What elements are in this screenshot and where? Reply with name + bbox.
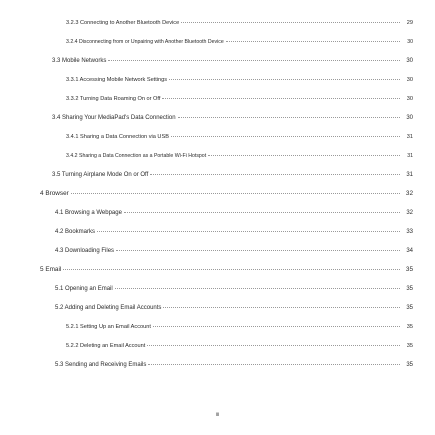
toc-entry-page: 31 bbox=[406, 134, 413, 140]
toc-entry-title: 5 Email bbox=[40, 266, 62, 273]
toc-entry-page: 35 bbox=[406, 305, 413, 311]
toc-leader-dots bbox=[181, 21, 400, 23]
toc-entry[interactable] bbox=[66, 126, 413, 140]
toc-entry-page: 32 bbox=[406, 210, 413, 216]
toc-entry[interactable] bbox=[66, 31, 413, 45]
toc-entry[interactable] bbox=[55, 240, 413, 254]
toc-leader-dots bbox=[108, 59, 400, 61]
toc-leader-dots bbox=[147, 344, 400, 346]
toc-entry-title: 3.2.3 Connecting to Another Bluetooth Device bbox=[66, 20, 180, 26]
toc-entry[interactable] bbox=[66, 316, 413, 330]
toc-entry-title: 3.4.2 Sharing a Data Connection as a Portable Wi-Fi Hotspot bbox=[66, 153, 207, 159]
toc-entry-page: 30 bbox=[406, 115, 413, 121]
toc-entry-title: 4 Browser bbox=[40, 190, 69, 197]
toc-entry-page: 32 bbox=[405, 190, 413, 197]
toc-leader-dots bbox=[162, 97, 400, 99]
toc-entry[interactable] bbox=[66, 12, 413, 26]
toc-entry[interactable] bbox=[52, 50, 413, 64]
toc-entry-title: 3.3.2 Turning Data Roaming On or Off bbox=[66, 96, 161, 102]
toc-leader-dots bbox=[116, 249, 400, 251]
toc-entry-title: 3.5 Turning Airplane Mode On or Off bbox=[52, 172, 149, 178]
toc-leader-dots bbox=[71, 192, 400, 194]
toc-leader-dots bbox=[150, 173, 400, 175]
toc-leader-dots bbox=[97, 230, 400, 232]
toc-entry-page: 31 bbox=[407, 153, 413, 159]
toc-leader-dots bbox=[63, 268, 400, 270]
page-number-footer: iii bbox=[215, 412, 220, 418]
toc-entry-page: 31 bbox=[406, 172, 413, 178]
toc-entry[interactable] bbox=[40, 183, 413, 197]
toc-entry-page: 35 bbox=[406, 286, 413, 292]
toc-entry[interactable] bbox=[40, 259, 413, 273]
toc-entry[interactable] bbox=[55, 202, 413, 216]
toc-entry-title: 4.1 Browsing a Webpage bbox=[55, 210, 122, 216]
toc-entry-title: 5.3 Sending and Receiving Emails bbox=[55, 362, 147, 368]
toc-leader-dots bbox=[226, 40, 400, 42]
toc-leader-dots bbox=[163, 306, 400, 308]
toc-entry-page: 35 bbox=[406, 362, 413, 368]
toc-entry-title: 3.4 Sharing Your MediaPad's Data Connection bbox=[52, 115, 176, 121]
toc-entry-title: 4.2 Bookmarks bbox=[55, 229, 96, 235]
toc-leader-dots bbox=[208, 154, 400, 156]
toc-entry-title: 4.3 Downloading Files bbox=[55, 248, 115, 254]
toc-entry-title: 5.2.2 Deleting an Email Account bbox=[66, 343, 146, 349]
toc-entry[interactable] bbox=[55, 354, 413, 368]
toc-entry-page: 33 bbox=[406, 229, 413, 235]
toc-entry[interactable] bbox=[55, 221, 413, 235]
toc-entry[interactable] bbox=[52, 164, 413, 178]
toc-entry-page: 35 bbox=[405, 266, 413, 273]
toc-entry-page: 35 bbox=[406, 343, 413, 349]
toc-entry-title: 3.3.1 Accessing Mobile Network Settings bbox=[66, 77, 168, 83]
toc-entry-page: 30 bbox=[406, 58, 413, 64]
toc-entry[interactable] bbox=[55, 278, 413, 292]
toc-entry[interactable] bbox=[66, 69, 413, 83]
toc-leader-dots bbox=[148, 363, 400, 365]
toc-entry-title: 5.2.1 Setting Up an Email Account bbox=[66, 324, 151, 330]
toc-entry[interactable] bbox=[52, 107, 413, 121]
toc-leader-dots bbox=[171, 135, 400, 137]
toc-leader-dots bbox=[178, 116, 400, 118]
toc-entry-page: 30 bbox=[406, 77, 413, 83]
toc-leader-dots bbox=[115, 287, 400, 289]
toc-entry[interactable] bbox=[66, 145, 413, 159]
toc-entry-title: 3.3 Mobile Networks bbox=[52, 58, 107, 64]
toc-entry-page: 29 bbox=[406, 20, 413, 26]
toc-entry[interactable] bbox=[66, 335, 413, 349]
toc-entry[interactable] bbox=[55, 297, 413, 311]
toc-entry-title: 3.2.4 Disconnecting from or Unpairing with Another Bluetooth Device bbox=[66, 39, 224, 45]
toc-entry-page: 30 bbox=[407, 39, 413, 45]
toc-leader-dots bbox=[169, 78, 400, 80]
toc-leader-dots bbox=[153, 325, 400, 327]
toc-leader-dots bbox=[124, 211, 400, 213]
toc-entry-title: 5.2 Adding and Deleting Email Accounts bbox=[55, 305, 162, 311]
toc-entry-title: 3.4.1 Sharing a Data Connection via USB bbox=[66, 134, 169, 140]
toc-entry-page: 34 bbox=[406, 248, 413, 254]
toc-entry-page: 30 bbox=[406, 96, 413, 102]
toc-entry-title: 5.1 Opening an Email bbox=[55, 286, 113, 292]
toc-entry-page: 35 bbox=[406, 324, 413, 330]
toc-entry[interactable] bbox=[66, 88, 413, 102]
